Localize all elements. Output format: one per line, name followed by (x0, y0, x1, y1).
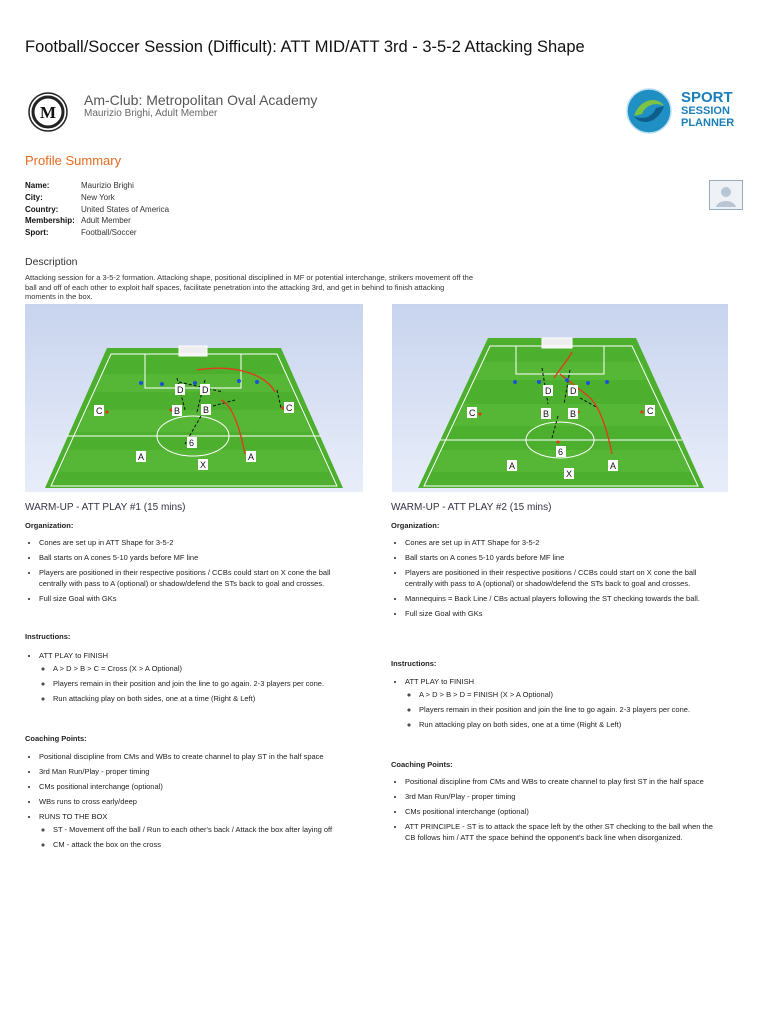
label-b2: B (203, 405, 210, 415)
club-name: Am-Club: Metropolitan Oval Academy (84, 92, 318, 108)
coaching-points-list: • Positional discipline from CMs and WBs to create channel to play first ST in the half space • 3rd Man Run/Play - proper timing • CMs positional interchange (optional) • ATT PRINCIPLE - ST is to attack the space left by the other ST checking to the ball when the CB follows him / ATT the space behind the opponent's back line when disorganized. (391, 776, 715, 847)
organization-list: • Cones are set up in ATT Shape for 3-5-2 • Ball starts on A cones 5-10 yards before MF line • Players are positioned in their respective positions / CCBs could start on X cone the ball centrally with pass to A (optional) or shadow/defend the STs back to goal and crosses. • Full size Goal with GKs (25, 537, 345, 608)
profile-table (25, 180, 169, 239)
coaching-points-list: • Positional discipline from CMs and WBs to create channel to play ST in the half space • 3rd Man Run/Play - proper timing • CMs positional interchange (optional) • WBs runs to cross early/deep • RUNS TO THE BOX ◦ ST - Movement off the ball / Run to each other's back / Attack the box after laying off ◦ CM - attack the box on the cross (25, 751, 345, 854)
description-heading: Description (25, 256, 78, 268)
label-d1: D (545, 386, 552, 396)
profile-row: City: New York (25, 192, 115, 202)
pitch-diagram-1 (25, 304, 363, 492)
section-title: WARM-UP - ATT PLAY #1 (15 mins) (25, 502, 186, 513)
organization-heading: Organization: (25, 521, 74, 530)
label-c2: C (286, 403, 293, 413)
member-line: Maurizio Brighi, Adult Member (84, 108, 218, 119)
label-a1: A (138, 452, 145, 462)
label-c1: C (96, 406, 103, 416)
brand-line-3: PLANNER (681, 117, 735, 129)
label-a2: A (248, 452, 255, 462)
page-title: Football/Soccer Session (Difficult): ATT MID/ATT 3rd - 3-5-2 Attacking Shape (25, 38, 585, 56)
profile-row: Sport: Football/Soccer (25, 228, 137, 238)
label-b1: B (543, 409, 550, 419)
label-x: X (200, 460, 207, 470)
brand-line-1: SPORT (681, 89, 733, 106)
brand-wordmark (681, 89, 735, 130)
profile-row: Name: Maurizio Brighi (25, 181, 134, 190)
coaching-points-heading: Coaching Points: (391, 760, 453, 769)
profile-heading: Profile Summary (25, 153, 122, 168)
brand-logo-icon (626, 88, 672, 134)
instructions-list: • ATT PLAY to FINISH ◦ A > D > B > C = Cross (X > A Optional) ◦ Players remain in their position and join the line to go again. 2-3 players per cone. ◦ Run attacking play on both sides, one at a time (Right & Left) (25, 650, 345, 708)
label-six: 6 (558, 447, 564, 457)
description-text: Attacking session for a 3-5-2 formation. Attacking shape, positional disciplined in MF or potential interchange, strikers movement off the ball and off of each other to exploit half spaces, facilitate penetration into the attacking 3rd, and get in behind to finish attacking moments in the box. (25, 273, 474, 301)
club-logo (28, 92, 68, 132)
label-c2: C (647, 406, 654, 416)
label-c1: C (469, 408, 476, 418)
organization-heading: Organization: (391, 521, 440, 530)
avatar-icon (709, 180, 743, 210)
section-title: WARM-UP - ATT PLAY #2 (15 mins) (391, 502, 552, 513)
label-d2: D (570, 386, 577, 396)
instructions-heading: Instructions: (391, 659, 437, 668)
label-a1: A (509, 461, 516, 471)
profile-row: Membership: Adult Member (25, 216, 131, 226)
instructions-heading: Instructions: (25, 632, 71, 641)
brand-line-2: SESSION (681, 104, 730, 117)
instructions-list: • ATT PLAY to FINISH ◦ A > D > B > D = FINISH (X > A Optional) ◦ Players remain in their position and join the line to go again. 2-3 players per cone. ◦ Run attacking play on both sides, one at a time (Right & Left) (391, 676, 715, 734)
coaching-points-heading: Coaching Points: (25, 734, 87, 743)
label-x: X (566, 469, 573, 479)
label-six: 6 (189, 438, 195, 448)
pitch-diagram-2 (392, 304, 728, 492)
label-b1: B (174, 406, 181, 416)
label-b2: B (570, 409, 577, 419)
label-a2: A (610, 461, 617, 471)
label-d1: D (177, 385, 184, 395)
label-d2: D (202, 385, 209, 395)
profile-row: Country: United States of America (25, 204, 170, 214)
organization-list: • Cones are set up in ATT Shape for 3-5-2 • Ball starts on A cones 5-10 yards before MF line • Players are positioned in their respective positions / CCBs could start on X cone the ball centrally with pass to A (optional) or shadow/defend the STs back to goal and crosses. • Mannequins = Back Line / CBs actual players following the ST checking towards the ball. • Full size Goal with GKs (391, 537, 715, 623)
club-logo-letter: M (39, 103, 57, 122)
